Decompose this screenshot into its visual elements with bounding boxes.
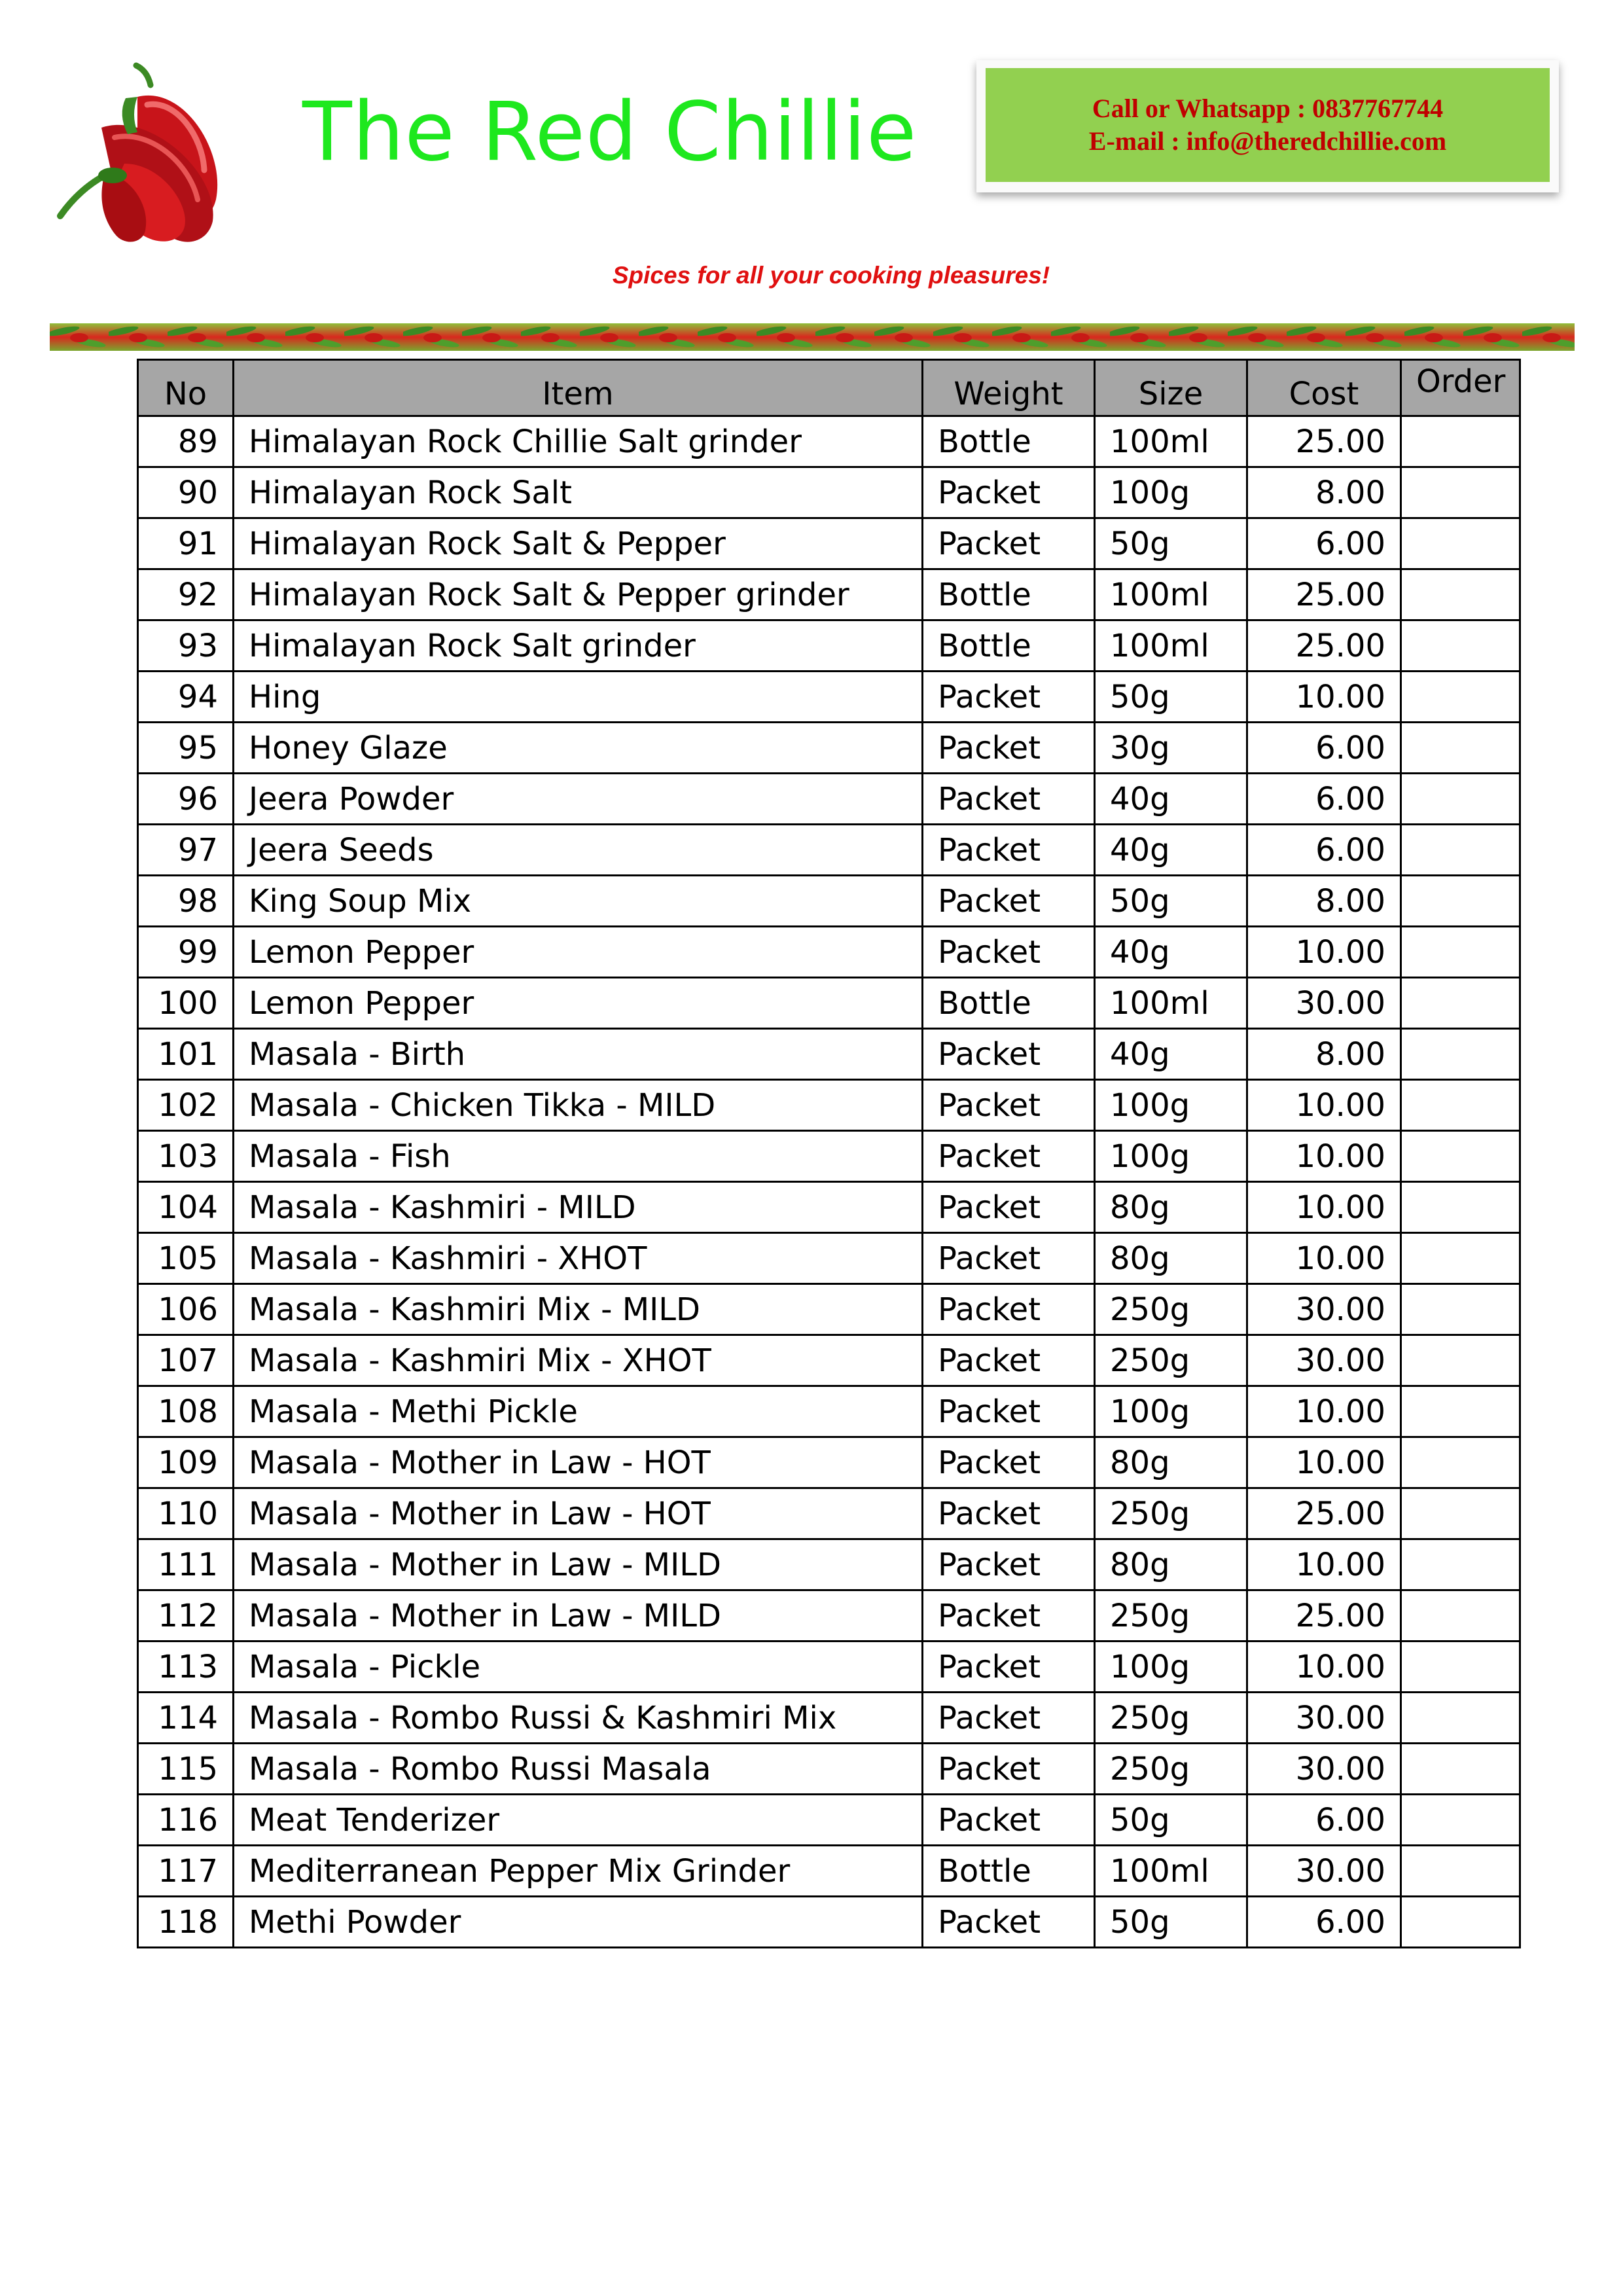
table-row: [138, 569, 1520, 620]
cell-item: Masala - Kashmiri - MILD: [234, 1182, 923, 1233]
order-cell[interactable]: [1401, 1182, 1520, 1233]
table-row: [138, 416, 1520, 467]
order-cell[interactable]: [1401, 927, 1520, 978]
cell-cost: 10.00: [1247, 1131, 1401, 1182]
order-cell[interactable]: [1401, 1641, 1520, 1693]
cell-no: 118: [138, 1897, 234, 1948]
cell-cost: 6.00: [1247, 1897, 1401, 1948]
cell-no: 95: [138, 723, 234, 774]
cell-item: Masala - Birth: [234, 1029, 923, 1080]
cell-size: 100ml: [1095, 978, 1247, 1029]
cell-cost: 10.00: [1247, 672, 1401, 723]
cell-size: 50g: [1095, 876, 1247, 927]
cell-no: 113: [138, 1641, 234, 1693]
cell-size: 100g: [1095, 1131, 1247, 1182]
tagline: Spices for all your cooking pleasures!: [612, 262, 1050, 289]
column-header-no: No: [138, 360, 234, 416]
cell-cost: 25.00: [1247, 1590, 1401, 1641]
order-cell[interactable]: [1401, 978, 1520, 1029]
order-cell[interactable]: [1401, 723, 1520, 774]
table-row: [138, 927, 1520, 978]
cell-cost: 30.00: [1247, 1335, 1401, 1386]
cell-cost: 25.00: [1247, 416, 1401, 467]
cell-no: 104: [138, 1182, 234, 1233]
cell-item: Masala - Pickle: [234, 1641, 923, 1693]
cell-item: Honey Glaze: [234, 723, 923, 774]
cell-size: 100ml: [1095, 1846, 1247, 1897]
cell-no: 100: [138, 978, 234, 1029]
cell-cost: 8.00: [1247, 1029, 1401, 1080]
cell-no: 97: [138, 825, 234, 876]
order-cell[interactable]: [1401, 1897, 1520, 1948]
cell-cost: 10.00: [1247, 1437, 1401, 1488]
cell-cost: 30.00: [1247, 1846, 1401, 1897]
table-body: [138, 416, 1520, 1948]
cell-size: 250g: [1095, 1284, 1247, 1335]
cell-item: Masala - Rombo Russi Masala: [234, 1744, 923, 1795]
cell-cost: 30.00: [1247, 1284, 1401, 1335]
cell-item: King Soup Mix: [234, 876, 923, 927]
cell-cost: 25.00: [1247, 1488, 1401, 1539]
cell-item: Masala - Mother in Law - MILD: [234, 1539, 923, 1590]
cell-size: 50g: [1095, 1795, 1247, 1846]
cell-item: Mediterranean Pepper Mix Grinder: [234, 1846, 923, 1897]
cell-size: 250g: [1095, 1693, 1247, 1744]
cell-size: 50g: [1095, 672, 1247, 723]
cell-item: Masala - Kashmiri Mix - XHOT: [234, 1335, 923, 1386]
cell-size: 100g: [1095, 1386, 1247, 1437]
red-chillies-logo: [52, 59, 294, 255]
cell-item: Himalayan Rock Salt & Pepper: [234, 518, 923, 569]
order-cell[interactable]: [1401, 1488, 1520, 1539]
cell-size: 250g: [1095, 1744, 1247, 1795]
cell-no: 90: [138, 467, 234, 518]
cell-weight: Packet: [923, 467, 1095, 518]
cell-item: Masala - Kashmiri Mix - MILD: [234, 1284, 923, 1335]
cell-item: Masala - Mother in Law - HOT: [234, 1488, 923, 1539]
cell-cost: 30.00: [1247, 978, 1401, 1029]
cell-size: 100ml: [1095, 416, 1247, 467]
table-row: [138, 467, 1520, 518]
cell-weight: Packet: [923, 1795, 1095, 1846]
cell-weight: Packet: [923, 774, 1095, 825]
cell-no: 92: [138, 569, 234, 620]
cell-cost: 10.00: [1247, 1080, 1401, 1131]
cell-cost: 25.00: [1247, 620, 1401, 672]
cell-item: Masala - Chicken Tikka - MILD: [234, 1080, 923, 1131]
cell-item: Himalayan Rock Salt grinder: [234, 620, 923, 672]
table-row: [138, 1029, 1520, 1080]
cell-size: 100ml: [1095, 569, 1247, 620]
cell-no: 107: [138, 1335, 234, 1386]
cell-no: 110: [138, 1488, 234, 1539]
cell-cost: 10.00: [1247, 927, 1401, 978]
table-row: [138, 1590, 1520, 1641]
cell-no: 106: [138, 1284, 234, 1335]
table-header-row: [138, 360, 1520, 416]
cell-no: 112: [138, 1590, 234, 1641]
cell-weight: Packet: [923, 1437, 1095, 1488]
cell-cost: 10.00: [1247, 1182, 1401, 1233]
cell-item: Masala - Mother in Law - HOT: [234, 1437, 923, 1488]
cell-size: 50g: [1095, 518, 1247, 569]
order-cell[interactable]: [1401, 1744, 1520, 1795]
cell-weight: Packet: [923, 1233, 1095, 1284]
cell-item: Methi Powder: [234, 1897, 923, 1948]
cell-item: Masala - Mother in Law - MILD: [234, 1590, 923, 1641]
cell-size: 250g: [1095, 1590, 1247, 1641]
cell-item: Meat Tenderizer: [234, 1795, 923, 1846]
cell-weight: Packet: [923, 1488, 1095, 1539]
order-cell[interactable]: [1401, 620, 1520, 672]
order-cell[interactable]: [1401, 416, 1520, 467]
table-row: [138, 1488, 1520, 1539]
table-row: [138, 1131, 1520, 1182]
cell-no: 117: [138, 1846, 234, 1897]
cell-no: 105: [138, 1233, 234, 1284]
column-header-order: Order: [1401, 360, 1520, 416]
cell-item: Himalayan Rock Chillie Salt grinder: [234, 416, 923, 467]
order-cell[interactable]: [1401, 1386, 1520, 1437]
cell-no: 116: [138, 1795, 234, 1846]
cell-cost: 30.00: [1247, 1744, 1401, 1795]
cell-cost: 6.00: [1247, 774, 1401, 825]
table-row: [138, 1539, 1520, 1590]
table-row: [138, 1641, 1520, 1693]
cell-weight: Packet: [923, 1080, 1095, 1131]
cell-weight: Packet: [923, 1284, 1095, 1335]
cell-cost: 25.00: [1247, 569, 1401, 620]
cell-size: 100g: [1095, 1641, 1247, 1693]
cell-weight: Bottle: [923, 620, 1095, 672]
table-row: [138, 876, 1520, 927]
column-header-size: Size: [1095, 360, 1247, 416]
order-cell[interactable]: [1401, 467, 1520, 518]
cell-no: 89: [138, 416, 234, 467]
cell-weight: Packet: [923, 1131, 1095, 1182]
table-row: [138, 978, 1520, 1029]
cell-weight: Packet: [923, 1641, 1095, 1693]
cell-size: 40g: [1095, 1029, 1247, 1080]
cell-cost: 30.00: [1247, 1693, 1401, 1744]
order-cell[interactable]: [1401, 1693, 1520, 1744]
cell-size: 80g: [1095, 1182, 1247, 1233]
table-row: [138, 723, 1520, 774]
order-cell[interactable]: [1401, 1029, 1520, 1080]
order-cell[interactable]: [1401, 825, 1520, 876]
order-cell[interactable]: [1401, 1131, 1520, 1182]
cell-no: 94: [138, 672, 234, 723]
cell-item: Jeera Seeds: [234, 825, 923, 876]
cell-size: 100ml: [1095, 620, 1247, 672]
cell-size: 250g: [1095, 1488, 1247, 1539]
cell-size: 100g: [1095, 467, 1247, 518]
order-cell[interactable]: [1401, 518, 1520, 569]
contact-phone: Call or Whatsapp : 0837767744: [1092, 94, 1444, 123]
contact-info: [986, 68, 1550, 182]
cell-cost: 6.00: [1247, 1795, 1401, 1846]
cell-weight: Bottle: [923, 416, 1095, 467]
brand-title: The Red Chillie: [302, 85, 918, 179]
order-cell[interactable]: [1401, 774, 1520, 825]
cell-no: 114: [138, 1693, 234, 1744]
cell-no: 101: [138, 1029, 234, 1080]
cell-item: Masala - Methi Pickle: [234, 1386, 923, 1437]
cell-weight: Packet: [923, 825, 1095, 876]
table-row: [138, 1284, 1520, 1335]
cell-weight: Packet: [923, 927, 1095, 978]
cell-cost: 6.00: [1247, 518, 1401, 569]
cell-no: 109: [138, 1437, 234, 1488]
cell-weight: Packet: [923, 1539, 1095, 1590]
table-row: [138, 1795, 1520, 1846]
column-header-cost: Cost: [1247, 360, 1401, 416]
order-cell[interactable]: [1401, 672, 1520, 723]
cell-no: 98: [138, 876, 234, 927]
cell-item: Jeera Powder: [234, 774, 923, 825]
column-header-item: Item: [234, 360, 923, 416]
order-cell[interactable]: [1401, 1437, 1520, 1488]
cell-cost: 10.00: [1247, 1539, 1401, 1590]
cell-item: Masala - Fish: [234, 1131, 923, 1182]
table-row: [138, 774, 1520, 825]
order-cell[interactable]: [1401, 1590, 1520, 1641]
cell-no: 99: [138, 927, 234, 978]
order-cell[interactable]: [1401, 1335, 1520, 1386]
cell-weight: Packet: [923, 518, 1095, 569]
table-row: [138, 1744, 1520, 1795]
cell-cost: 10.00: [1247, 1233, 1401, 1284]
cell-item: Masala - Kashmiri - XHOT: [234, 1233, 923, 1284]
cell-no: 93: [138, 620, 234, 672]
order-cell[interactable]: [1401, 1080, 1520, 1131]
cell-no: 103: [138, 1131, 234, 1182]
cell-weight: Packet: [923, 1744, 1095, 1795]
cell-weight: Packet: [923, 1590, 1095, 1641]
cell-cost: 6.00: [1247, 825, 1401, 876]
cell-weight: Packet: [923, 1335, 1095, 1386]
order-cell[interactable]: [1401, 1539, 1520, 1590]
cell-no: 111: [138, 1539, 234, 1590]
column-header-weight: Weight: [923, 360, 1095, 416]
table-row: [138, 825, 1520, 876]
cell-no: 108: [138, 1386, 234, 1437]
cell-weight: Packet: [923, 723, 1095, 774]
cell-size: 250g: [1095, 1335, 1247, 1386]
price-list-table: [137, 359, 1521, 1948]
cell-size: 100g: [1095, 1080, 1247, 1131]
contact-email: E-mail : info@theredchillie.com: [1088, 126, 1447, 156]
cell-size: 30g: [1095, 723, 1247, 774]
cell-no: 102: [138, 1080, 234, 1131]
table-row: [138, 1080, 1520, 1131]
cell-item: Hing: [234, 672, 923, 723]
table-row: [138, 1693, 1520, 1744]
cell-no: 115: [138, 1744, 234, 1795]
table-row: [138, 1335, 1520, 1386]
order-cell[interactable]: [1401, 1846, 1520, 1897]
chilli-banner-strip: [50, 323, 1575, 351]
table-row: [138, 1897, 1520, 1948]
cell-cost: 8.00: [1247, 467, 1401, 518]
cell-size: 40g: [1095, 825, 1247, 876]
cell-weight: Packet: [923, 1386, 1095, 1437]
cell-cost: 10.00: [1247, 1386, 1401, 1437]
order-cell[interactable]: [1401, 876, 1520, 927]
order-cell[interactable]: [1401, 1233, 1520, 1284]
cell-item: Lemon Pepper: [234, 978, 923, 1029]
cell-size: 40g: [1095, 774, 1247, 825]
cell-weight: Packet: [923, 1897, 1095, 1948]
cell-size: 80g: [1095, 1233, 1247, 1284]
table-row: [138, 672, 1520, 723]
table-row: [138, 1437, 1520, 1488]
cell-weight: Bottle: [923, 978, 1095, 1029]
order-cell[interactable]: [1401, 1795, 1520, 1846]
table-row: [138, 1386, 1520, 1437]
table-row: [138, 1182, 1520, 1233]
cell-item: Masala - Rombo Russi & Kashmiri Mix: [234, 1693, 923, 1744]
cell-weight: Packet: [923, 1693, 1095, 1744]
cell-item: Lemon Pepper: [234, 927, 923, 978]
cell-weight: Packet: [923, 1029, 1095, 1080]
table-row: [138, 1233, 1520, 1284]
cell-weight: Bottle: [923, 569, 1095, 620]
cell-no: 91: [138, 518, 234, 569]
cell-item: Himalayan Rock Salt: [234, 467, 923, 518]
table-row: [138, 620, 1520, 672]
cell-weight: Packet: [923, 876, 1095, 927]
cell-size: 40g: [1095, 927, 1247, 978]
cell-size: 80g: [1095, 1437, 1247, 1488]
cell-cost: 10.00: [1247, 1641, 1401, 1693]
cell-size: 80g: [1095, 1539, 1247, 1590]
order-cell[interactable]: [1401, 1284, 1520, 1335]
cell-weight: Packet: [923, 672, 1095, 723]
cell-no: 96: [138, 774, 234, 825]
table-row: [138, 518, 1520, 569]
cell-weight: Bottle: [923, 1846, 1095, 1897]
cell-cost: 6.00: [1247, 723, 1401, 774]
table-row: [138, 1846, 1520, 1897]
order-cell[interactable]: [1401, 569, 1520, 620]
cell-size: 50g: [1095, 1897, 1247, 1948]
cell-weight: Packet: [923, 1182, 1095, 1233]
cell-item: Himalayan Rock Salt & Pepper grinder: [234, 569, 923, 620]
cell-cost: 8.00: [1247, 876, 1401, 927]
contact-box: [976, 60, 1559, 192]
